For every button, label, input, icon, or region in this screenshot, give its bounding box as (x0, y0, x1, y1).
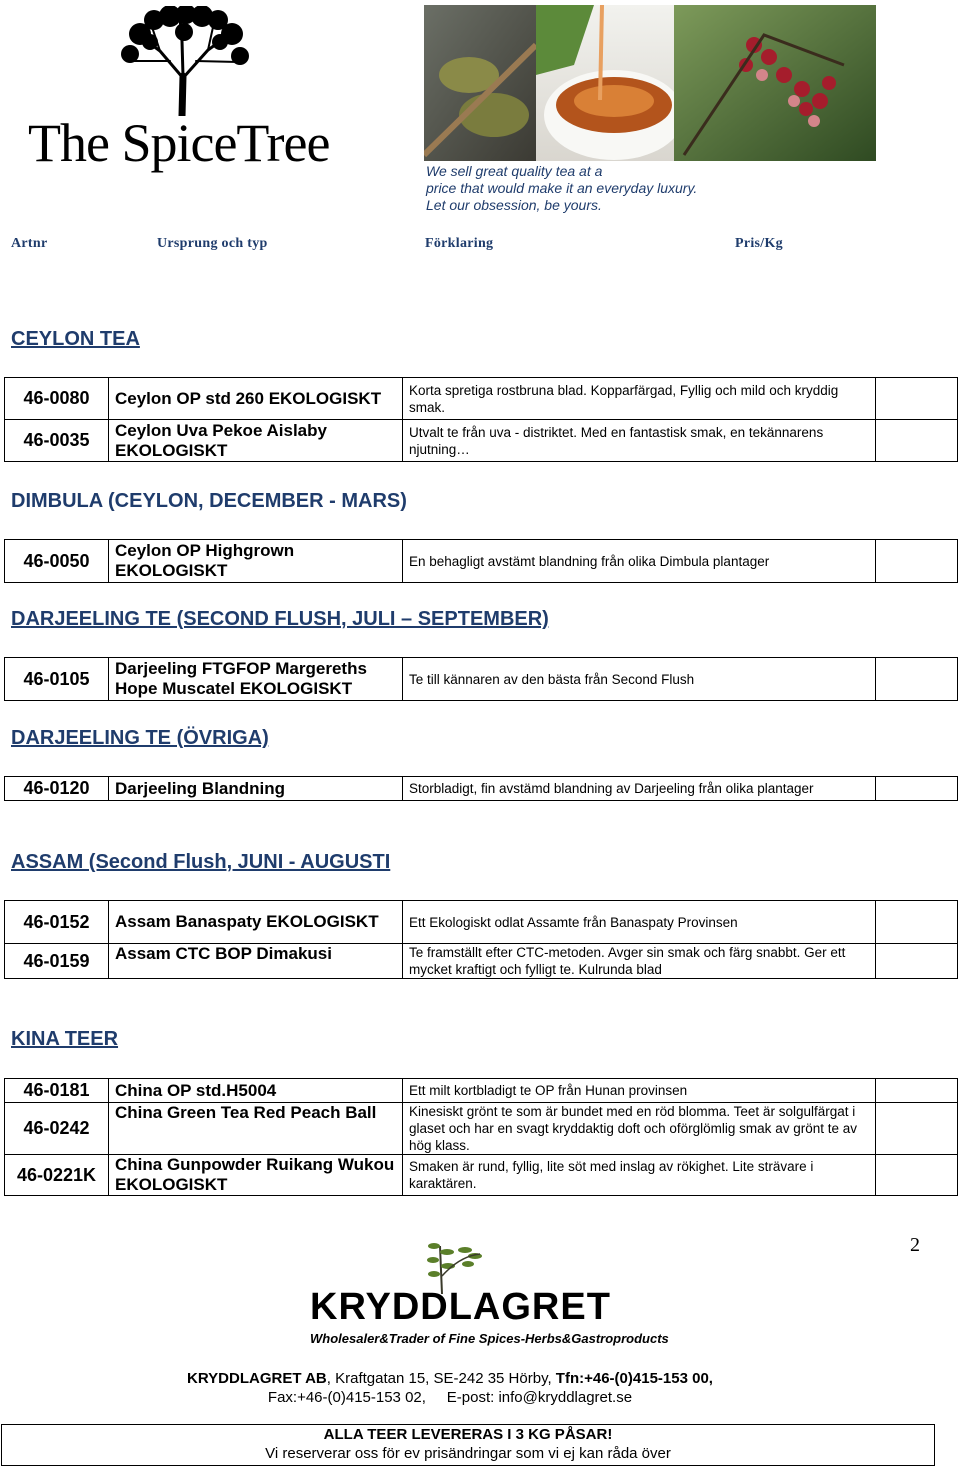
price-cell (876, 944, 958, 979)
tagline-line-1: We sell great quality tea at a (426, 163, 603, 179)
logo-text: The SpiceTree (28, 113, 330, 173)
fax-email: Fax:+46-(0)415-153 02, E-post: info@kryddlagret.se (267, 1389, 633, 1406)
product-description: Utvalt te från uva - distriktet. Med en fantastisk smak, en tekännarens njutning… (403, 420, 876, 462)
product-table (4, 776, 958, 801)
price-cell (876, 658, 958, 701)
product-table (4, 539, 958, 583)
tea-photo-collage (424, 5, 876, 161)
product-description: En behagligt avstämt blandning från olika Dimbula plantager (403, 540, 876, 583)
product-table (4, 377, 958, 462)
product-description: Smaken är rund, fyllig, lite söt med inslag av rökighet. Lite strävare i karaktären. (403, 1155, 876, 1196)
article-number: 46-0035 (5, 420, 109, 462)
table-row (5, 540, 958, 583)
table-row (5, 1079, 958, 1103)
product-name: Ceylon OP std 260 EKOLOGISKT (109, 378, 403, 420)
article-number: 46-0152 (5, 901, 109, 944)
price-cell (876, 1079, 958, 1103)
table-row (5, 944, 958, 979)
tagline (426, 163, 746, 214)
product-description: Te framställt efter CTC-metoden. Avger sin smak och färg snabbt. Ger ett mycket kraftigt och fylligt te. Kulrunda blad (403, 944, 876, 979)
product-description: Storbladigt, fin avstämd blandning av Darjeeling från olika plantager (403, 777, 876, 801)
product-name: Assam Banaspaty EKOLOGISKT (109, 901, 403, 944)
company-name: KRYDDLAGRET AB (187, 1370, 327, 1387)
product-name: Darjeeling FTGFOP Margereths Hope Muscatel EKOLOGISKT (109, 658, 403, 701)
section-title: DARJEELING TE (ÖVRIGA) (11, 727, 269, 749)
product-description: Ett Ekologiskt odlat Assamte från Banaspaty Provinsen (403, 901, 876, 944)
product-description: Korta spretiga rostbruna blad. Kopparfärgad, Fyllig och mild och kryddig smak. (403, 378, 876, 420)
article-number: 46-0159 (5, 944, 109, 979)
price-cell (876, 1103, 958, 1155)
price-cell (876, 420, 958, 462)
product-table (4, 1078, 958, 1196)
product-table (4, 900, 958, 979)
article-number: 46-0120 (5, 777, 109, 801)
price-change-notice: Vi reserverar oss för ev prisändringar som vi ej kan råda över (265, 1445, 671, 1462)
product-description: Kinesiskt grönt te som är bundet med en röd blomma. Teet är solgulfärgat i glaset och har en svagt kryddaktig doft och oförglömlig smak av grönt te av hög klass. (403, 1103, 876, 1155)
phone-number: Tfn:+46-(0)415-153 00, (555, 1370, 713, 1387)
delivery-notice-title: ALLA TEER LEVERERAS I 3 KG PÅSAR! (323, 1426, 613, 1443)
table-row (5, 901, 958, 944)
table-row (5, 1155, 958, 1196)
price-cell (876, 901, 958, 944)
product-name: China Green Tea Red Peach Ball (109, 1103, 403, 1155)
column-header-pris: Pris/Kg (735, 236, 783, 251)
section-title: DARJEELING TE (SECOND FLUSH, JULI – SEPTEMBER) (11, 608, 549, 630)
article-number: 46-0181 (5, 1079, 109, 1103)
table-row (5, 777, 958, 801)
product-name: Assam CTC BOP Dimakusi (109, 944, 403, 979)
product-name: Darjeeling Blandning (109, 777, 403, 801)
section-title: CEYLON TEA (11, 328, 140, 350)
delivery-notice (1, 1424, 935, 1466)
article-number: 46-0221K (5, 1155, 109, 1196)
price-cell (876, 777, 958, 801)
product-name: China Gunpowder Ruikang Wukou EKOLOGISKT (109, 1155, 403, 1196)
price-cell (876, 378, 958, 420)
column-header-forklaring: Förklaring (425, 236, 494, 251)
column-header-ursprung: Ursprung och typ (157, 236, 268, 251)
spice-tree-logo-icon (120, 6, 250, 116)
product-description: Ett milt kortbladigt te OP från Hunan provinsen (403, 1079, 876, 1103)
article-number: 46-0105 (5, 658, 109, 701)
street-address: , Kraftgatan 15, SE-242 35 Hörby, (326, 1370, 556, 1387)
product-name: China OP std.H5004 (109, 1079, 403, 1103)
table-row (5, 420, 958, 462)
company-address (0, 1370, 900, 1387)
table-row (5, 378, 958, 420)
tagline-line-3: Let our obsession, be yours. (426, 197, 602, 213)
product-name: Ceylon OP Highgrown EKOLOGISKT (109, 540, 403, 583)
column-header-artnr: Artnr (11, 236, 48, 251)
product-table (4, 657, 958, 701)
article-number: 46-0080 (5, 378, 109, 420)
section-title: ASSAM (Second Flush, JUNI - AUGUSTI (11, 851, 391, 873)
kryddlagret-logo-text: KRYDDLAGRET (310, 1286, 611, 1328)
table-row (5, 1103, 958, 1155)
article-number: 46-0050 (5, 540, 109, 583)
section-title: DIMBULA (CEYLON, DECEMBER - MARS) (11, 490, 407, 512)
page-number: 2 (910, 1234, 920, 1256)
table-row (5, 658, 958, 701)
tagline-line-2: price that would make it an everyday luxury. (426, 180, 698, 196)
article-number: 46-0242 (5, 1103, 109, 1155)
kryddlagret-tagline: Wholesaler&Trader of Fine Spices-Herbs&Gastroproducts (310, 1331, 669, 1346)
price-cell (876, 1155, 958, 1196)
product-name: Ceylon Uva Pekoe Aislaby EKOLOGISKT (109, 420, 403, 462)
product-description: Te till kännaren av den bästa från Second Flush (403, 658, 876, 701)
price-cell (876, 540, 958, 583)
section-title: KINA TEER (11, 1028, 119, 1050)
